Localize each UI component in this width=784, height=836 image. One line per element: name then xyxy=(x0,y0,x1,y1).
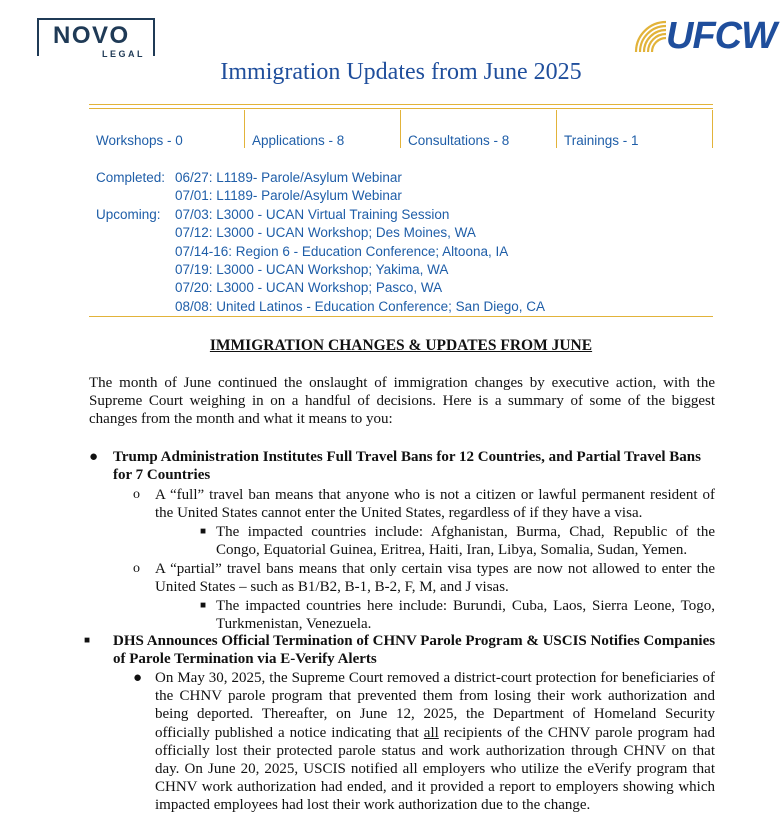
square-bullet-icon: ■ xyxy=(200,600,207,611)
event-item: 07/01: L1189- Parole/Asylum Webinar xyxy=(175,188,402,204)
stat-workshops xyxy=(89,110,244,148)
stat-applications xyxy=(245,110,400,148)
event-item: 07/14-16: Region 6 - Education Conference; Altoona, IA xyxy=(175,243,509,259)
event-item: 07/20: L3000 - UCAN Workshop; Pasco, WA xyxy=(175,280,443,296)
chnv-text-part: recipients of the CHNV parole program had officially lost their protected parole status and work authorization through CHNV on that day. On June 20, 2025, USCIS notified all employers who utilize the eVerify program that CHNV work authorization had ended, and it provided a report to employers showing which impacted employees had lost their work authorization due to the change. xyxy=(155,724,716,814)
partial-ban-text: A “partial” travel bans means that only certain visa types are now not allowed to enter the United States – such as B1/B2, B-1, B-2, F, M, and J visas. xyxy=(155,561,715,596)
novo-logo-text: NOVO xyxy=(53,22,130,49)
stats-row xyxy=(89,110,713,148)
novo-legal-logo xyxy=(37,18,159,58)
event-item: 07/19: L3000 - UCAN Workshop; Yakima, WA xyxy=(175,261,449,277)
bullet-disc-icon: ● xyxy=(133,670,143,686)
intro-paragraph: The month of June continued the onslaught of immigration changes by executive action, with the Supreme Court weighing in on a handful of decisions. Here is a summary of some of the biggest changes from the month and what it means to you: xyxy=(89,375,715,428)
chnv-text-part: On May 30, 2025, the Supreme Court removed a district-court protection for beneficiaries of the CHNV parole program that prevented them from losing their work authorization and being deported. Thereafter, on June 12, 2025, the Department of Homeland Security officially published a notice indicating that xyxy=(155,670,715,741)
gold-divider-bottom xyxy=(89,316,713,317)
partial-ban-countries: The impacted countries here include: Burundi, Cuba, Laos, Sierra Leone, Togo, Turkmenistan, Venezuela. xyxy=(216,598,715,633)
event-item: 07/03: L3000 - UCAN Virtual Training Session xyxy=(175,206,450,222)
bullet1-heading: Trump Administration Institutes Full Travel Bans for 12 Countries, and Partial Travel Bans for 7 Countries xyxy=(113,449,701,484)
circle-bullet-icon: o xyxy=(133,487,140,502)
upcoming-label: Upcoming: xyxy=(96,206,161,222)
ufcw-logo-text: UFCW xyxy=(666,15,776,57)
square-bullet-icon: ■ xyxy=(200,526,207,537)
chnv-paragraph xyxy=(155,669,715,815)
legal-logo-text: LEGAL xyxy=(99,49,148,59)
stat-trainings-label: Trainings - 1 xyxy=(564,133,639,148)
square-bullet-icon: ■ xyxy=(84,635,91,646)
ufcw-logo xyxy=(632,14,784,56)
event-item: 07/12: L3000 - UCAN Workshop; Des Moines, WA xyxy=(175,225,476,241)
bullet-disc-icon: ● xyxy=(89,449,99,465)
gold-divider-top-inner xyxy=(89,108,713,109)
event-item: 08/08: United Latinos - Education Conference; San Diego, CA xyxy=(175,298,545,314)
stat-consultations xyxy=(401,110,556,148)
full-ban-text: A “full” travel ban means that anyone who is not a citizen or lawful permanent resident of the United States cannot enter the United States, regardless of if they have a visa. xyxy=(155,487,715,522)
stat-applications-label: Applications - 8 xyxy=(252,133,345,148)
event-item: 06/27: L1189- Parole/Asylum Webinar xyxy=(175,170,402,185)
page-title: Immigration Updates from June 2025 xyxy=(220,59,582,85)
stat-consultations-label: Consultations - 8 xyxy=(408,133,510,148)
completed-label: Completed: xyxy=(96,170,166,185)
chnv-emphasis: all xyxy=(423,724,439,741)
stat-trainings xyxy=(557,110,712,148)
stat-divider xyxy=(712,110,713,148)
gold-divider-top xyxy=(89,104,713,105)
circle-bullet-icon: o xyxy=(133,561,140,576)
section-heading: IMMIGRATION CHANGES & UPDATES FROM JUNE xyxy=(209,337,593,354)
bullet2-heading: DHS Announces Official Termination of CHNV Parole Program & USCIS Notifies Companies of Parole Termination via E-Verify Alerts xyxy=(113,633,716,668)
full-ban-countries: The impacted countries include: Afghanistan, Burma, Chad, Republic of the Congo, Equatorial Guinea, Eritrea, Haiti, Iran, Libya, Somalia, Sudan, Yemen. xyxy=(216,524,715,559)
stat-workshops-label: Workshops - 0 xyxy=(96,133,183,148)
